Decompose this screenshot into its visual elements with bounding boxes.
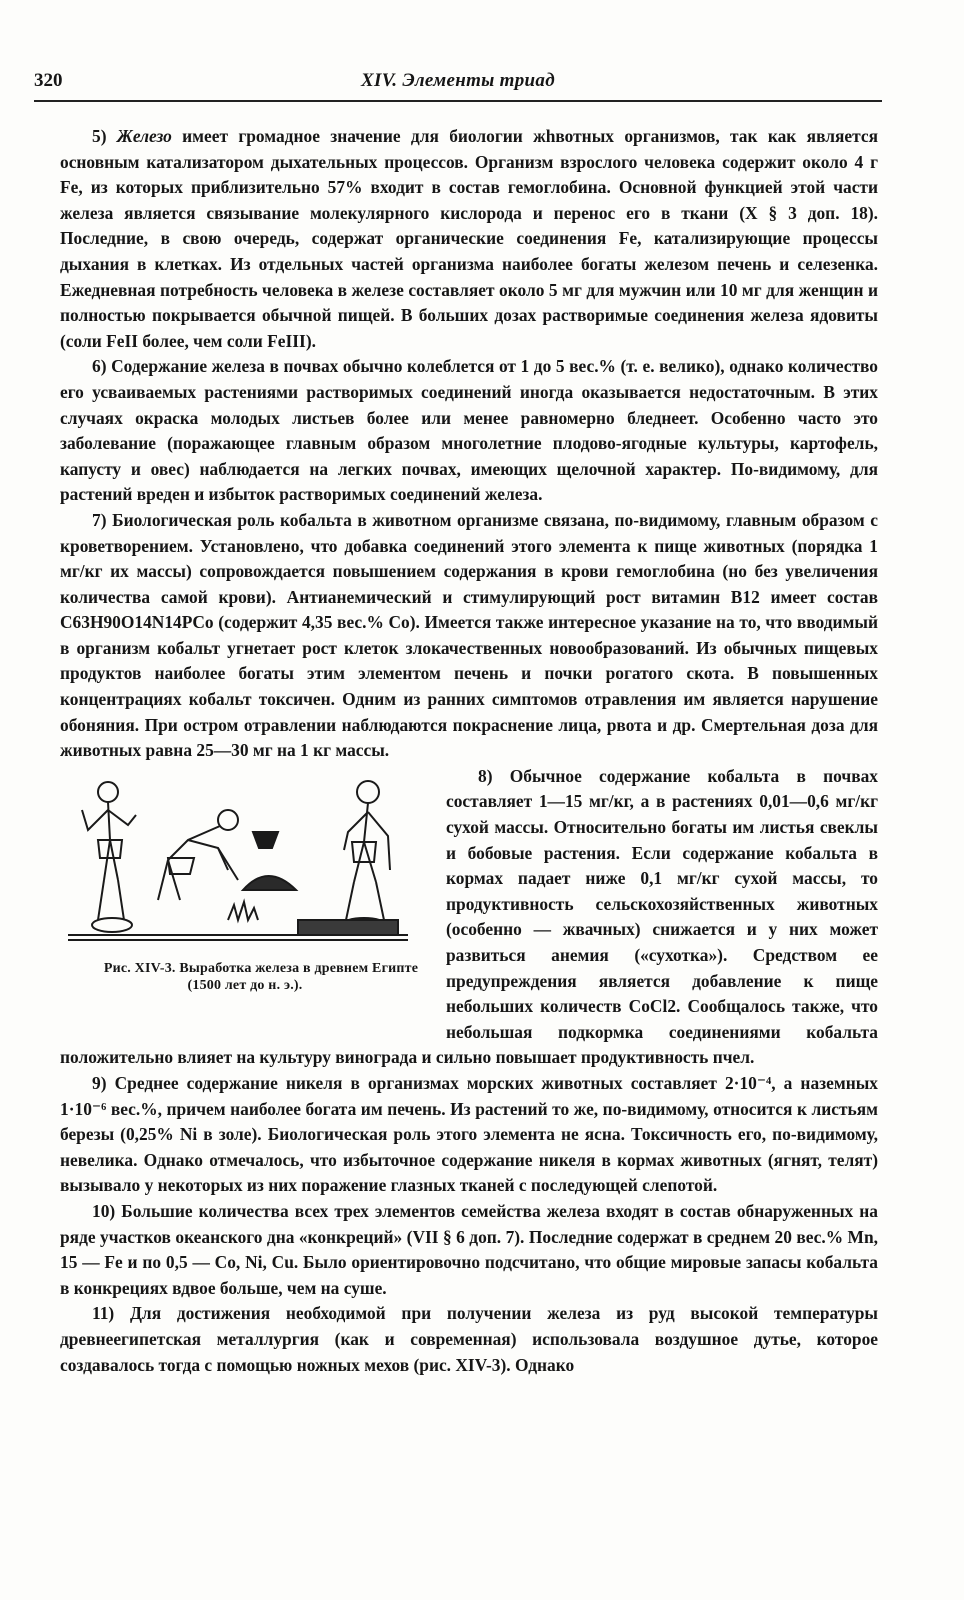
emphasized-term: Железо <box>116 126 172 146</box>
paragraph-number: 5) <box>92 126 107 146</box>
paragraph-number: 6) <box>92 356 107 377</box>
paragraph-text: Содержание железа в почвах обычно колеблется от 1 до 5 вес.% (т. е. велико), однако количество его усваиваемых растениями растворимых соединений иногда оказывается недостаточным. В этих случаях окраска молодых листьев более или менее равномерно бледнеет. Особенно часто это заболевание (поражающее главным образом многолетние плодово-ягодные культуры, картофель, капусту и овес) наблюдается на легких почвах, имеющих щелочной характер. По-видимому, для растений вреден и избыток растворимых соединений железа. <box>60 356 878 505</box>
paragraph-6 <box>60 354 878 508</box>
paragraph-number: 7) <box>92 509 107 530</box>
paragraph-9 <box>60 1071 878 1199</box>
paragraph-number: 8) <box>478 765 493 786</box>
figure-caption: Рис. XIV-3. Выработка железа в древнем Египте (1500 лет до н. э.). <box>103 960 419 993</box>
paragraph-10 <box>60 1199 878 1301</box>
page-body <box>60 124 878 1378</box>
page-number: 320 <box>34 70 63 91</box>
paragraph-5 <box>60 124 878 354</box>
paragraph-7 <box>60 508 878 764</box>
paragraph-number: 10) <box>92 1200 116 1221</box>
page-header <box>34 66 882 100</box>
running-title: XIV. Элементы триад <box>361 70 555 91</box>
paragraph-8 <box>60 764 878 1071</box>
header-rule <box>34 100 882 102</box>
egyptian-metallurgy-illustration <box>68 770 408 950</box>
paragraph-text: Большие количества всех трех элементов семейства железа входят в состав обнаруженных на ряде участков океанского дна «конкреций» (VII § 6 доп. 7). Последние содержат в среднем 20 вес.% Mn, 15 — Fe и по 0,5 — Co, Ni, Cu. Было ориентировочно подсчитано, что общие мировые запасы кобальта в конкрециях вдвое больше, чем на суше. <box>60 1200 878 1298</box>
paragraph-text: Обычное содержание кобальта в почвах составляет 1—15 мг/кг, а в растениях 0,01—0,6 мг/кг сухой массы. Относительно богаты им листья свеклы и бобовые растения. Если содержание кобальта в кормах падает ниже 0,1 мг/кг сухой массы, то продуктивность сельскохозяйственных животных (особенно — жвачных) снижается и у них может развиться анемия («сухотка»). Средством ее предупреждения является добавление к пище небольших количеств CoCl2. Сообщалось также, что небольшая подкормка соединениями кобальта положительно влияет на культуру винограда и сильно повышает продуктивность пчел. <box>60 765 878 1068</box>
paragraph-11 <box>60 1301 878 1378</box>
figure <box>60 770 430 1030</box>
paragraph-text: Для достижения необходимой при получении железа из руд высокой температуры древнеегипетская металлургия (как и современная) использовала воздушное дутье, которое создавалось тогда с помощью ножных мехов (рис. XIV-3). Однако <box>60 1303 878 1375</box>
paragraph-text: Биологическая роль кобальта в животном организме связана, по-видимому, главным образом с кроветворением. Установлено, что добавка соединений этого элемента к пище животных (порядка 1 мг/кг их массы) сопровождается повышением содержания в крови гемоглобина (но без увеличения количества самой крови). Антианемический и стимулирующий рост витамин B12 имеет состав C63H90O14N14PCo (содержит 4,35 вес.% Co). Имеется также интересное указание на то, что вводимый в организм кобальт угнетает рост клеток злокачественных новообразований. Из обычных пищевых продуктов наиболее богаты этим элементом печень и почки рогатого скота. В повышенных концентрациях кобальт токсичен. Одним из ранних симптомов отравления им является нарушение обоняния. При остром отравлении наблюдаются покраснение лица, рвота и др. Смертельная доза для животных равна 25—30 мг на 1 кг массы. <box>60 509 878 761</box>
paragraph-number: 9) <box>92 1072 107 1093</box>
paragraph-text: Среднее содержание никеля в организмах морских животных составляет 2·10⁻⁴, а наземных 1·10⁻⁶ вес.%, причем наиболее богата им печень. Из растений то же, по-видимому, относится к листьям березы (0,25% Ni в золе). Биологическая роль этого элемента не ясна. Токсичность его, по-видимому, невелика. Однако отмечалось, что избыточное содержание никеля в кормах животных (ягнят, телят) вызывало у некоторых из них поражение глазных тканей с последующей слепотой. <box>60 1072 878 1196</box>
paragraph-text: имеет громадное значение для биологии жhвотных организмов, так как является основным катализатором дыхательных процессов. Организм взрослого человека содержит около 4 г Fe, из которых приблизительно 57% входит в состав гемоглобина. Основной функцией этой части железа является связывание молекулярного кислорода и перенос его в ткани (X § 3 доп. 18). Последние, в свою очередь, содержат органические соединения Fe, катализирующие процессы дыхания в клетках. Из отдельных частей организма наиболее богаты железом печень и селезенка. Ежедневная потребность человека в железе составляет около 5 мг для мужчин или 10 мг для женщин и полностью покрывается обычной пищей. В больших дозах растворимые соединения железа ядовиты (соли FeII более, чем соли FeIII). <box>60 126 878 351</box>
paragraph-number: 11) <box>92 1303 115 1324</box>
